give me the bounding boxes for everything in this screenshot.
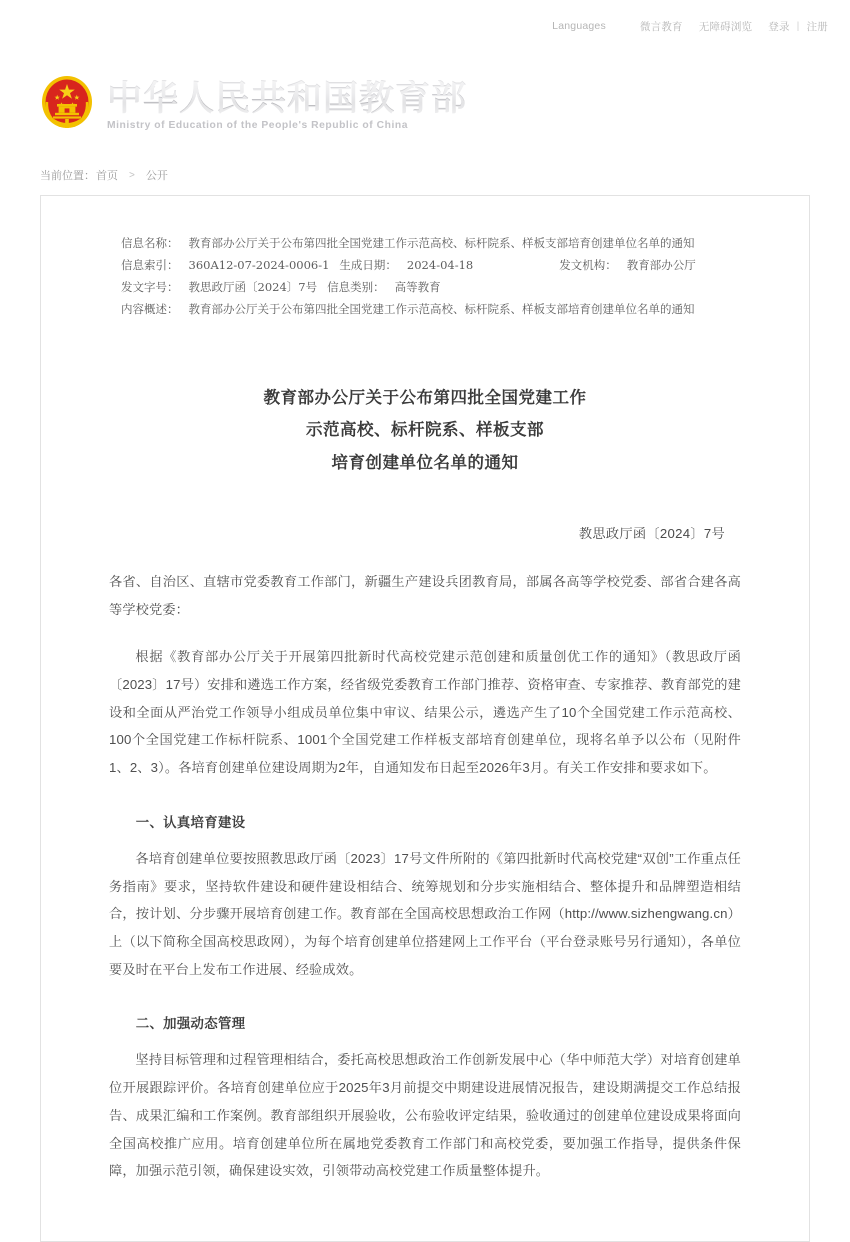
- document-body: [109, 568, 741, 1185]
- breadcrumb-item-home[interactable]: 首页: [96, 170, 118, 182]
- document-title-line-1: 教育部办公厅关于公布第四批全国党建工作: [263, 389, 587, 408]
- metadata-row-index: [121, 254, 741, 276]
- breadcrumb: [0, 157, 850, 195]
- breadcrumb-separator-icon: >: [129, 169, 135, 181]
- document-reference-number: 教思政厅函〔2024〕7号: [578, 525, 725, 541]
- metadata-key-category: 信息类别：: [327, 280, 385, 295]
- nav-link-accessibility[interactable]: 无障碍浏览: [698, 20, 753, 33]
- section-paragraph-2: 坚持目标管理和过程管理相结合，委托高校思想政治工作创新发展中心（华中师范大学）对培育创建单位开展跟踪评价。各培育创建单位应于2025年3月前提交中期建设进展情况报告，建设期满提交工作总结报告、成果汇编和工作案例。教育部组织开展验收，公布验收评定结果，验收通过的创建单位建设成果将面向全国高校推广应用。培育创建单位所在属地党委教育工作部门和高校党委，要加强工作指导，提供条件保障，加强示范引领，确保建设实效，引领带动高校党建工作质量整体提升。: [109, 1052, 741, 1179]
- metadata-value-docnumber: 教思政厅函〔2024〕7号: [188, 280, 318, 295]
- metadata-key-created: 生成日期：: [339, 258, 397, 273]
- metadata-value-created: 2024-04-18: [406, 258, 474, 273]
- article-container: [40, 195, 810, 1242]
- document-metadata: [109, 232, 741, 320]
- national-emblem-icon: [40, 74, 94, 136]
- metadata-row-name: [121, 232, 741, 254]
- section-heading-1: 一、认真培育建设: [135, 814, 246, 830]
- site-title-cn: 中华人民共和国教育部: [107, 78, 468, 118]
- site-wordmark: [107, 78, 467, 132]
- metadata-value-summary: 教育部办公厅关于公布第四批全国党建工作示范高校、标杆院系、样板支部培育创建单位名单的通知: [188, 302, 695, 317]
- nav-link-weiyan-education[interactable]: 微言教育: [639, 20, 683, 33]
- nav-link-register[interactable]: 注册: [806, 20, 828, 33]
- metadata-key-name: 信息名称：: [121, 236, 179, 250]
- document-intro-paragraph: 根据《教育部办公厅关于开展第四批新时代高校党建示范创建和质量创优工作的通知》（教思政厅函〔2023〕17号）安排和遴选工作方案，经省级党委教育工作部门推荐、资格审查、专家推荐、教育部党的建设和全面从严治党工作领导小组成员单位集中审议、结果公示，遴选产生了10个全国党建工作示范高校、100个全国党建工作标杆院系、1001个全国党建工作样板支部培育创建单位，现将名单予以公布（见附件1、2、3）。各培育创建单位建设周期为2年，自通知发布日起至2026年3月。有关工作安排和要求如下。: [109, 649, 741, 776]
- metadata-value-issuer: 教育部办公厅: [626, 258, 696, 273]
- metadata-key-issuer: 发文机构：: [559, 258, 617, 273]
- metadata-row-summary: [121, 298, 741, 320]
- top-utility-nav: [0, 0, 850, 52]
- metadata-key-index: 信息索引：: [121, 258, 179, 273]
- document-title-line-3: 培育创建单位名单的通知: [331, 453, 519, 472]
- metadata-key-docnumber: 发文字号：: [121, 280, 179, 295]
- nav-link-languages[interactable]: Languages: [552, 20, 606, 32]
- site-header: [0, 52, 850, 157]
- section-paragraph-1: 各培育创建单位要按照教思政厅函〔2023〕17号文件所附的《第四批新时代高校党建“双创”工作重点任务指南》要求，坚持软件建设和硬件建设相结合、统筹规划和分步实施相结合、整体提升和品牌塑造相结合，按计划、分步骤开展培育创建工作。教育部在全国高校思想政治工作网（http://www.sizhengwang.cn）上（以下简称全国高校思政网），为每个培育创建单位搭建网上工作平台（平台登录账号另行通知），各单位要及时在平台上发布工作进展、经验成效。: [109, 850, 741, 977]
- metadata-value-category: 高等教育: [394, 280, 441, 295]
- metadata-value-index: 360A12-07-2024-0006-1: [188, 258, 330, 273]
- metadata-value-name: 教育部办公厅关于公布第四批全国党建工作示范高校、标杆院系、样板支部培育创建单位名单的通知: [188, 236, 695, 250]
- document-title-line-2: 示范高校、标杆院系、样板支部: [306, 421, 544, 440]
- document-title: [109, 382, 741, 479]
- section-heading-2: 二、加强动态管理: [135, 1016, 246, 1032]
- breadcrumb-item-public[interactable]: 公开: [145, 170, 168, 182]
- site-title-en: Ministry of Education of the People's Republic of China: [107, 120, 409, 132]
- metadata-key-summary: 内容概述：: [121, 302, 179, 317]
- breadcrumb-label: 当前位置：: [40, 170, 95, 182]
- nav-link-login[interactable]: 登录: [768, 20, 790, 33]
- nav-divider: |: [796, 20, 800, 32]
- metadata-row-docnumber: [121, 276, 741, 298]
- document-addressee: 各省、自治区、直辖市党委教育工作部门，新疆生产建设兵团教育局，部属各高等学校党委、部省合建各高等学校党委：: [109, 573, 741, 617]
